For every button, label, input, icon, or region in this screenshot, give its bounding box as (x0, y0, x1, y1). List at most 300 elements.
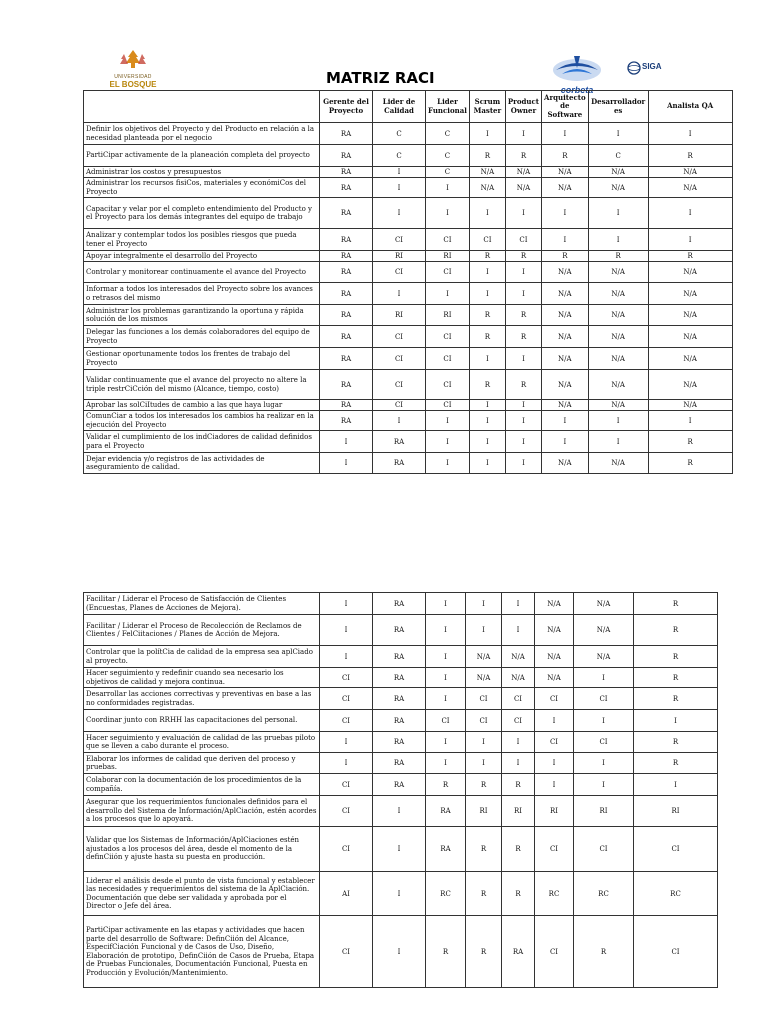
raci-cell: I (542, 229, 589, 251)
raci-cell: RA (320, 123, 373, 145)
raci-cell: CI (373, 262, 426, 283)
activity-cell: Controlar que la polítCia de calidad de la empresa sea aplCiado al proyecto. (84, 646, 320, 668)
raci-cell: I (542, 123, 589, 145)
raci-cell: R (469, 326, 505, 348)
table-row (84, 453, 733, 474)
raci-cell: I (426, 753, 466, 774)
globe-icon (627, 61, 641, 75)
table-row (84, 251, 733, 262)
tree-icon (118, 48, 148, 70)
raci-cell: RA (373, 753, 426, 774)
table-row (84, 305, 733, 326)
activity-cell: Delegar las funciones a los demás colaboradores del equipo de Proyecto (84, 326, 320, 348)
raci-cell: CI (320, 774, 373, 796)
raci-cell: I (426, 668, 466, 688)
raci-cell: N/A (648, 178, 732, 198)
column-header: Scrum Master (469, 91, 505, 123)
raci-cell: N/A (588, 348, 648, 370)
raci-cell: I (426, 453, 470, 474)
raci-cell: CI (373, 229, 426, 251)
raci-cell: I (505, 411, 541, 431)
table-row (84, 348, 733, 370)
raci-cell: I (469, 283, 505, 305)
raci-cell: N/A (542, 326, 589, 348)
raci-cell: I (426, 688, 466, 710)
raci-cell: I (426, 198, 470, 229)
raci-cell: R (426, 916, 466, 988)
raci-cell: CI (574, 688, 634, 710)
raci-cell: C (373, 145, 426, 167)
activity-cell: PartiCipar activamente de la planeación completa del proyecto (84, 145, 320, 167)
table-row (84, 916, 718, 988)
raci-cell: R (466, 872, 502, 916)
raci-cell: RA (320, 167, 373, 178)
raci-cell: R (505, 305, 541, 326)
activity-cell: Colaborar con la documentación de los procedimientos de la compañía. (84, 774, 320, 796)
raci-cell: R (634, 646, 718, 668)
raci-cell: I (373, 178, 426, 198)
raci-cell: I (502, 615, 535, 646)
table-row (84, 431, 733, 453)
raci-cell: CI (634, 827, 718, 872)
universidad-el-bosque-logo (104, 48, 162, 90)
activity-cell: ComunCiar a todos los interesados los cambios ha realizar en la ejecución del Proyecto (84, 411, 320, 431)
raci-cell: CI (574, 827, 634, 872)
raci-cell: CI (320, 710, 373, 732)
raci-cell: CI (505, 229, 541, 251)
column-header: Product Owner (505, 91, 541, 123)
raci-cell: C (588, 145, 648, 167)
raci-cell: N/A (588, 262, 648, 283)
raci-cell: CI (426, 326, 470, 348)
raci-cell: RI (426, 251, 470, 262)
raci-cell: N/A (588, 283, 648, 305)
raci-cell: I (505, 198, 541, 229)
raci-cell: I (469, 431, 505, 453)
raci-cell: I (320, 753, 373, 774)
raci-cell: R (469, 251, 505, 262)
raci-cell: CI (535, 688, 574, 710)
raci-cell: N/A (542, 178, 589, 198)
raci-cell: RA (373, 774, 426, 796)
raci-cell: CI (320, 827, 373, 872)
raci-cell: N/A (542, 348, 589, 370)
raci-cell: I (634, 774, 718, 796)
raci-cell: C (426, 123, 470, 145)
raci-cell: RI (373, 305, 426, 326)
raci-cell: CI (426, 400, 470, 411)
raci-cell: I (535, 710, 574, 732)
raci-cell: N/A (535, 668, 574, 688)
raci-cell: N/A (574, 593, 634, 615)
raci-cell: R (634, 615, 718, 646)
raci-cell: CI (466, 688, 502, 710)
raci-cell: R (502, 872, 535, 916)
raci-cell: I (373, 796, 426, 827)
raci-cell: RA (320, 229, 373, 251)
raci-cell: I (426, 178, 470, 198)
activity-cell: Administrar los problemas garantizando la oportuna y rápida solución de los mismos (84, 305, 320, 326)
raci-cell: RA (373, 646, 426, 668)
raci-cell: RA (320, 262, 373, 283)
table-row (84, 615, 718, 646)
raci-cell: I (574, 710, 634, 732)
raci-cell: N/A (588, 178, 648, 198)
raci-cell: N/A (648, 370, 732, 400)
raci-cell: R (648, 145, 732, 167)
raci-cell: C (373, 123, 426, 145)
raci-cell: I (588, 198, 648, 229)
table-row (84, 593, 718, 615)
raci-cell: N/A (648, 167, 732, 178)
raci-cell: CI (502, 688, 535, 710)
ship-icon (548, 52, 606, 84)
table-row (84, 400, 733, 411)
raci-cell: N/A (648, 283, 732, 305)
raci-cell: RI (574, 796, 634, 827)
raci-cell: N/A (502, 646, 535, 668)
raci-cell: I (542, 431, 589, 453)
table-row (84, 411, 733, 431)
raci-cell: I (469, 198, 505, 229)
raci-cell: I (648, 411, 732, 431)
raci-cell: RA (320, 370, 373, 400)
raci-cell: I (373, 167, 426, 178)
raci-cell: I (535, 753, 574, 774)
activity-cell: Gestionar oportunamente todos los frentes de trabajo del Proyecto (84, 348, 320, 370)
raci-cell: RA (320, 145, 373, 167)
corbeta-logo (548, 52, 606, 95)
table-row (84, 229, 733, 251)
raci-cell: N/A (466, 668, 502, 688)
raci-cell: R (648, 431, 732, 453)
raci-cell: N/A (505, 167, 541, 178)
raci-cell: N/A (648, 262, 732, 283)
raci-cell: I (505, 453, 541, 474)
raci-cell: CI (634, 916, 718, 988)
raci-cell: R (648, 251, 732, 262)
raci-cell: N/A (535, 646, 574, 668)
raci-cell: CI (535, 827, 574, 872)
siga-text: SIGA (642, 62, 662, 71)
raci-cell: I (373, 411, 426, 431)
raci-cell: RA (373, 688, 426, 710)
table-row (84, 753, 718, 774)
raci-cell: N/A (502, 668, 535, 688)
raci-cell: I (466, 593, 502, 615)
raci-cell: I (466, 732, 502, 753)
raci-cell: R (426, 774, 466, 796)
raci-cell: I (505, 262, 541, 283)
activity-cell: Definir los objetivos del Proyecto y del Producto en relación a la necesidad planteada por el negocio (84, 123, 320, 145)
raci-cell: R (542, 251, 589, 262)
raci-cell: I (469, 348, 505, 370)
raci-cell: RA (373, 431, 426, 453)
raci-cell: CI (373, 400, 426, 411)
raci-cell: RC (634, 872, 718, 916)
table-row (84, 796, 718, 827)
raci-cell: R (466, 774, 502, 796)
raci-cell: N/A (505, 178, 541, 198)
raci-cell: N/A (542, 370, 589, 400)
raci-cell: CI (535, 916, 574, 988)
raci-cell: I (426, 283, 470, 305)
raci-cell: R (502, 827, 535, 872)
column-header: Gerente del Proyecto (320, 91, 373, 123)
raci-cell: I (588, 123, 648, 145)
raci-cell: N/A (588, 400, 648, 411)
raci-cell: I (542, 198, 589, 229)
activity-cell: Validar que los Sistemas de Información/AplCiaciones estén ajustados a los procesos del área, desde el momento de la definCiión y ajuste hasta su puesta en producción. (84, 827, 320, 872)
raci-cell: I (466, 615, 502, 646)
raci-cell: I (320, 453, 373, 474)
raci-cell: CI (373, 326, 426, 348)
raci-cell: RA (502, 916, 535, 988)
raci-cell: I (373, 872, 426, 916)
raci-cell: I (574, 774, 634, 796)
raci-cell: N/A (469, 178, 505, 198)
activity-cell: Desarrollar las acciones correctivas y preventivas en base a las no conformidades registradas. (84, 688, 320, 710)
raci-cell: RA (320, 251, 373, 262)
raci-cell: N/A (648, 305, 732, 326)
raci-cell: I (469, 453, 505, 474)
raci-cell: I (505, 123, 541, 145)
raci-cell: I (634, 710, 718, 732)
raci-cell: RA (320, 198, 373, 229)
activity-cell: Controlar y monitorear continuamente el avance del Proyecto (84, 262, 320, 283)
activity-cell: Validar el cumplimiento de los indCiadores de calidad definidos para el Proyecto (84, 431, 320, 453)
raci-cell: CI (469, 229, 505, 251)
raci-cell: I (320, 732, 373, 753)
activity-cell: Facilitar / Liderar el Proceso de Recolección de Reclamos de Clientes / FelCiitaciones / Planes de Acción de Mejora. (84, 615, 320, 646)
raci-cell: I (320, 646, 373, 668)
raci-cell: CI (426, 370, 470, 400)
table-row (84, 710, 718, 732)
raci-cell: RA (373, 615, 426, 646)
raci-cell: I (469, 400, 505, 411)
raci-cell: I (502, 732, 535, 753)
activity-cell: Analizar y contemplar todos los posibles riesgos que pueda tener el Proyecto (84, 229, 320, 251)
table-row (84, 283, 733, 305)
raci-cell: I (648, 123, 732, 145)
raci-cell: RA (320, 326, 373, 348)
raci-cell: RA (320, 305, 373, 326)
raci-cell: R (634, 593, 718, 615)
raci-cell: RA (373, 710, 426, 732)
raci-cell: N/A (648, 400, 732, 411)
raci-cell: I (588, 431, 648, 453)
raci-cell: R (505, 370, 541, 400)
raci-cell: I (373, 827, 426, 872)
raci-cell: I (648, 229, 732, 251)
table-row (84, 668, 718, 688)
raci-cell: I (320, 593, 373, 615)
raci-cell: R (469, 145, 505, 167)
page-title: MATRIZ RACI (326, 69, 435, 87)
siga-logo (627, 61, 667, 77)
table-row (84, 370, 733, 400)
raci-cell: RA (373, 453, 426, 474)
raci-cell: N/A (542, 400, 589, 411)
raci-matrix-table-1 (83, 90, 733, 474)
raci-cell: RA (426, 827, 466, 872)
raci-cell: RA (320, 283, 373, 305)
table-row (84, 326, 733, 348)
raci-cell: N/A (574, 646, 634, 668)
raci-cell: I (469, 262, 505, 283)
activity-cell: Coordinar junto con RRHH las capacitaciones del personal. (84, 710, 320, 732)
raci-cell: R (634, 688, 718, 710)
table-row (84, 167, 733, 178)
table-row (84, 178, 733, 198)
raci-cell: N/A (648, 348, 732, 370)
table-row (84, 732, 718, 753)
table-header-row (84, 91, 733, 123)
raci-cell: N/A (535, 593, 574, 615)
raci-cell: N/A (542, 167, 589, 178)
raci-cell: RA (373, 593, 426, 615)
raci-cell: N/A (542, 453, 589, 474)
raci-cell: RI (373, 251, 426, 262)
raci-cell: RC (574, 872, 634, 916)
activity-cell: Hacer seguimiento y evaluación de calidad de las pruebas piloto que se lleven a cabo durante el proceso. (84, 732, 320, 753)
table-row (84, 646, 718, 668)
raci-cell: R (648, 453, 732, 474)
raci-cell: I (466, 753, 502, 774)
raci-cell: N/A (588, 453, 648, 474)
raci-cell: RI (466, 796, 502, 827)
raci-cell: RI (634, 796, 718, 827)
table-row (84, 872, 718, 916)
table-row (84, 688, 718, 710)
raci-cell: N/A (574, 615, 634, 646)
raci-cell: I (505, 400, 541, 411)
raci-cell: R (542, 145, 589, 167)
raci-cell: N/A (542, 262, 589, 283)
document-header (0, 0, 768, 95)
raci-cell: R (505, 326, 541, 348)
table-row (84, 123, 733, 145)
raci-cell: R (505, 145, 541, 167)
raci-cell: N/A (542, 283, 589, 305)
raci-cell: R (466, 916, 502, 988)
raci-cell: R (505, 251, 541, 262)
activity-cell: Capacitar y velar por el completo entendimiento del Producto y el Proyecto para los demás integrantes del equipo de trabajo (84, 198, 320, 229)
raci-cell: I (588, 229, 648, 251)
raci-cell: CI (466, 710, 502, 732)
raci-cell: R (469, 370, 505, 400)
activity-cell: Facilitar / Liderar el Proceso de Satisfacción de Clientes (Encuestas, Planes de Acciones de Mejora). (84, 593, 320, 615)
raci-cell: RI (535, 796, 574, 827)
raci-cell: CI (373, 370, 426, 400)
raci-cell: I (588, 411, 648, 431)
raci-cell: R (634, 668, 718, 688)
table-row (84, 827, 718, 872)
raci-cell: N/A (648, 326, 732, 348)
activity-cell: Hacer seguimiento y redefinir cuando sea necesario los objetivos de calidad y mejora continua. (84, 668, 320, 688)
activity-cell: PartiCipar activamente en las etapas y actividades que hacen parte del desarrollo de Software: DefinCiión del Alcance, EspecifCiación Funcional y de Casos de Uso, Diseño, Elaboración de prototipo, DefinCiión de Casos de Prueba, Etapa de Pruebas Funcionales, Documentación Funcional, Puesta en Producción y Evolución/Mantenimiento. (84, 916, 320, 988)
raci-cell: C (426, 167, 470, 178)
raci-cell: R (502, 774, 535, 796)
raci-cell: CI (426, 229, 470, 251)
raci-cell: RI (502, 796, 535, 827)
raci-cell: I (426, 431, 470, 453)
raci-cell: N/A (466, 646, 502, 668)
raci-cell: N/A (535, 615, 574, 646)
activity-cell: Apoyar integralmente el desarrollo del Proyecto (84, 251, 320, 262)
raci-cell: I (426, 646, 466, 668)
raci-cell: N/A (588, 326, 648, 348)
raci-cell: CI (426, 348, 470, 370)
raci-cell: I (505, 348, 541, 370)
column-header: Lider Funcional (426, 91, 470, 123)
logo-line-2: EL BOSQUE (109, 80, 157, 89)
column-header: Lider de Calidad (373, 91, 426, 123)
activity-cell: Asegurar que los requerimientos funcionales definidos para el desarrollo del Sistema de Información/AplCiación, estén acordes a los procesos que lo apoyará. (84, 796, 320, 827)
table-row (84, 145, 733, 167)
activity-cell: Informar a todos los interesados del Proyecto sobre los avances o retrasos del mismo (84, 283, 320, 305)
corbeta-text: corbeta (560, 85, 594, 95)
raci-cell: I (648, 198, 732, 229)
raci-cell: N/A (588, 305, 648, 326)
raci-cell: C (426, 145, 470, 167)
table-row (84, 262, 733, 283)
raci-cell: I (542, 411, 589, 431)
activity-cell: Aprobar las solCiItudes de cambio a las que haya lugar (84, 400, 320, 411)
raci-cell: RA (373, 732, 426, 753)
activity-cell: Elaborar los informes de calidad que deriven del proceso y pruebas. (84, 753, 320, 774)
raci-cell: I (502, 593, 535, 615)
activity-cell: Validar continuamente que el avance del proyecto no altere la triple restrCiCción del mismo (Alcance, tiempo, costo) (84, 370, 320, 400)
raci-cell: RI (426, 305, 470, 326)
raci-cell: I (320, 615, 373, 646)
raci-cell: I (505, 431, 541, 453)
activity-column-header (84, 91, 320, 123)
raci-cell: RA (320, 348, 373, 370)
logo-line-1: UNIVERSIDAD (114, 74, 152, 80)
raci-cell: CI (320, 796, 373, 827)
raci-cell: RC (535, 872, 574, 916)
raci-cell: I (574, 753, 634, 774)
raci-cell: I (574, 668, 634, 688)
raci-cell: N/A (588, 370, 648, 400)
activity-cell: Liderar el análisis desde el punto de vista funcional y establecer las necesidades y requerimientos del sistema de la AplCiación. Documentación que debe ser validada y aprobada por el Director o Jefe del área. (84, 872, 320, 916)
raci-cell: CI (320, 668, 373, 688)
raci-matrix-table-2 (83, 592, 718, 988)
activity-cell: Dejar evidencia y/o registros de las actividades de aseguramiento de calidad. (84, 453, 320, 474)
raci-cell: I (505, 283, 541, 305)
raci-cell: R (574, 916, 634, 988)
raci-cell: N/A (588, 167, 648, 178)
raci-cell: RA (373, 668, 426, 688)
raci-cell: RA (320, 411, 373, 431)
raci-cell: R (634, 732, 718, 753)
raci-cell: R (588, 251, 648, 262)
table-row (84, 198, 733, 229)
raci-cell: I (469, 411, 505, 431)
raci-cell: CI (320, 688, 373, 710)
raci-cell: I (426, 593, 466, 615)
raci-cell: CI (320, 916, 373, 988)
raci-cell: I (373, 283, 426, 305)
table-row (84, 774, 718, 796)
raci-cell: N/A (469, 167, 505, 178)
raci-cell: CI (535, 732, 574, 753)
column-header: Analista QA (648, 91, 732, 123)
raci-cell: CI (426, 262, 470, 283)
raci-cell: I (373, 198, 426, 229)
raci-cell: I (426, 732, 466, 753)
